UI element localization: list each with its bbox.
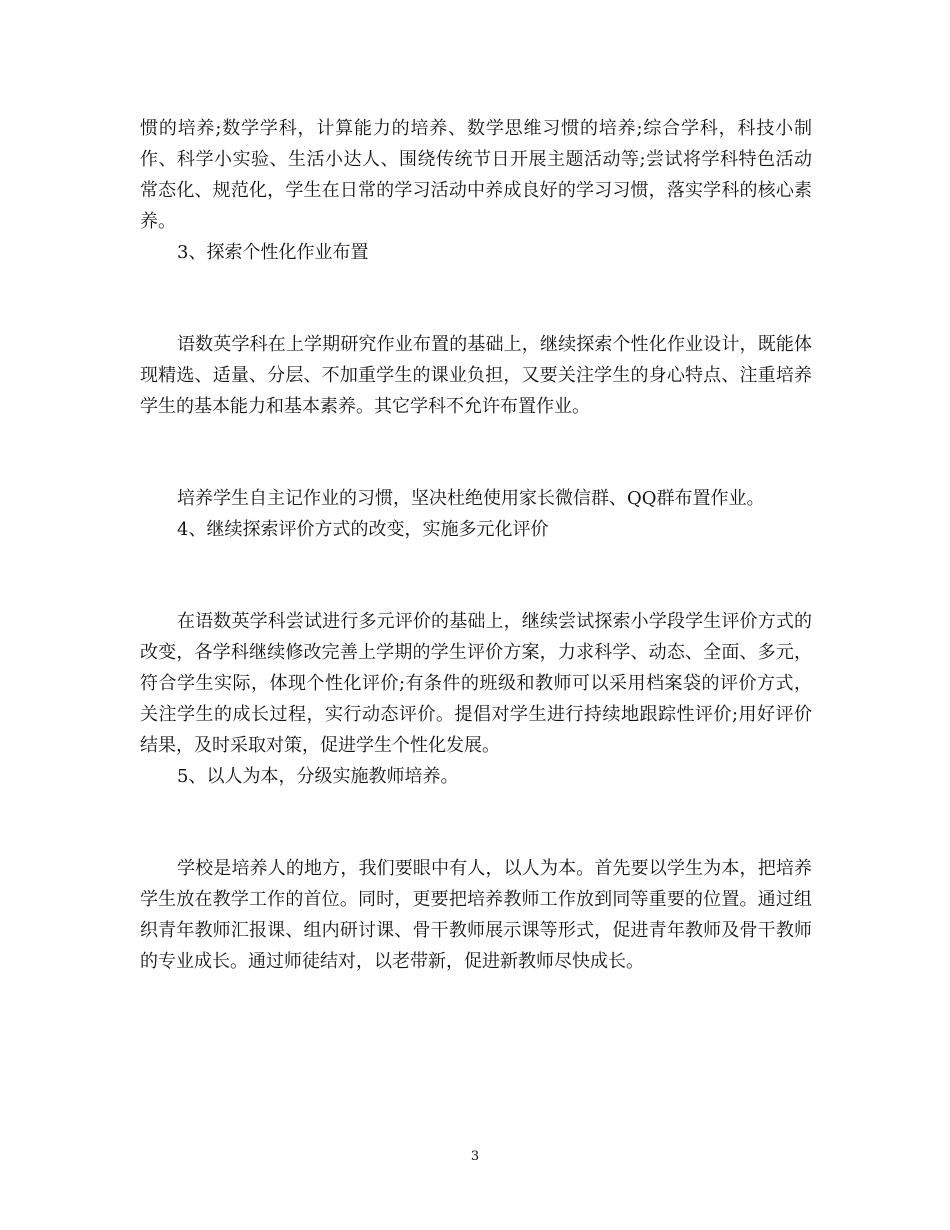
paragraph-teacher-training: 学校是培养人的地方，我们要眼中有人，以人为本。首先要以学生为本，把培养学生放在教学工作的首位。同时，更要把培养教师工作放到同等重要的位置。通过组织青年教师汇报课、组内研讨课、骨干教师展示课等形式，促进青年教师及骨干教师的专业成长。通过师徒结对，以老带新，促进新教师尽快成长。 <box>140 858 812 972</box>
paragraph-homework-design: 语数英学科在上学期研究作业布置的基础上，继续探索个性化作业设计，既能体现精选、适量、分层、不加重学生的课业负担，又要关注学生的身心特点、注重培养学生的基本能力和基本素养。其它学科不允许布置作业。 <box>140 334 812 417</box>
section-heading-5: 5、以人为本，分级实施教师培养。 <box>177 766 459 787</box>
document-body <box>140 113 812 977</box>
paragraph-habits-continued: 惯的培养;数学学科，计算能力的培养、数学思维习惯的培养;综合学科，科技小制作、科学小实验、生活小达人、围绕传统节日开展主题活动等;尝试将学科特色活动常态化、规范化，学生在日常的学习活动中养成良好的学习习惯，落实学科的核心素养。 <box>140 118 812 232</box>
paragraph-evaluation: 在语数英学科尝试进行多元评价的基础上，继续尝试探索小学段学生评价方式的改变，各学科继续修改完善上学期的学生评价方案，力求科学、动态、全面、多元，符合学生实际，体现个性化评价;有条件的班级和教师可以采用档案袋的评价方式，关注学生的成长过程，实行动态评价。提倡对学生进行持续地跟踪性评价;用好评价结果，及时采取对策，促进学生个性化发展。 <box>140 611 812 756</box>
paragraph-homework-habit: 培养学生自主记作业的习惯，坚决杜绝使用家长微信群、QQ群布置作业。 <box>177 488 765 509</box>
section-heading-3: 3、探索个性化作业布置 <box>177 242 369 263</box>
page-number: 3 <box>470 1149 480 1164</box>
section-heading-4: 4、继续探索评价方式的改变，实施多元化评价 <box>177 519 549 540</box>
